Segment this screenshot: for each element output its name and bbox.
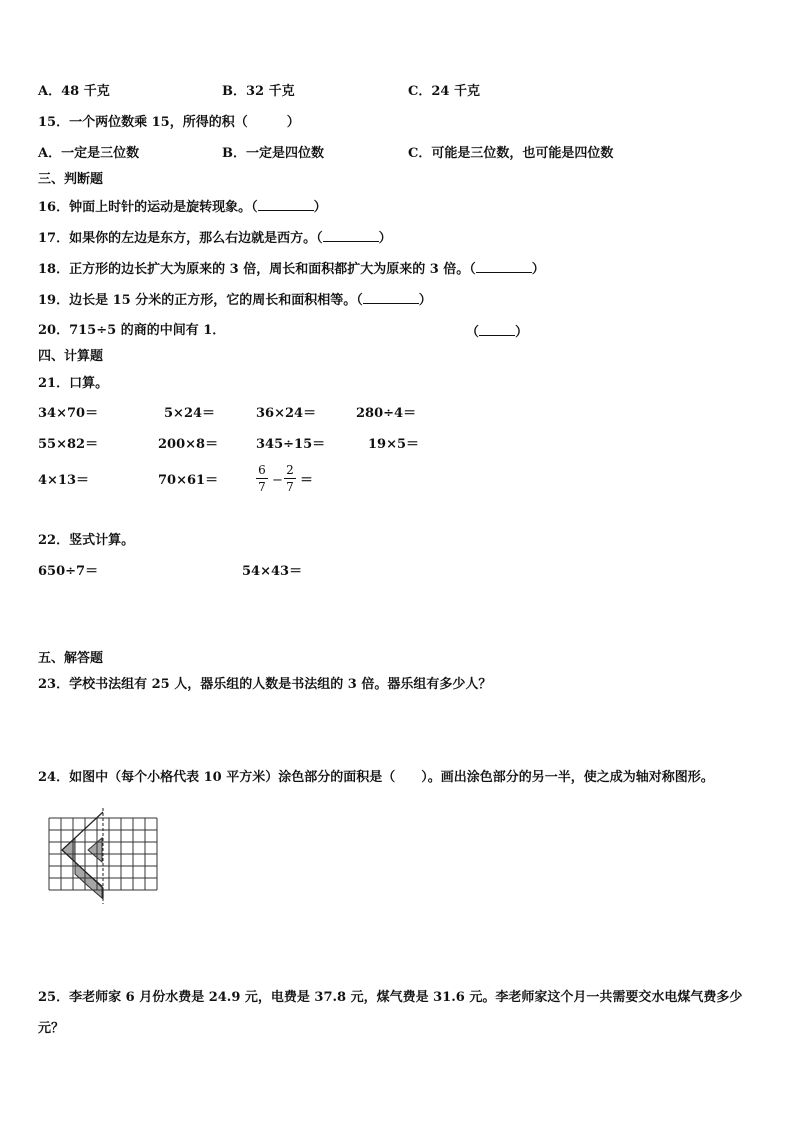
q21-item: 345÷15＝ <box>256 437 326 452</box>
q17 <box>38 229 392 247</box>
q21-title: 21．口算。 <box>38 376 109 391</box>
q23: 23．学校书法组有 25 人，器乐组的人数是书法组的 3 倍。器乐组有多少人？ <box>38 677 492 692</box>
q22-title: 22．竖式计算。 <box>38 533 135 548</box>
q21-item: 5×24＝ <box>164 406 216 421</box>
q22-item: 650÷7＝ <box>38 564 99 579</box>
q21-item: 200×8＝ <box>158 437 219 452</box>
q21-item: 34×70＝ <box>38 406 99 421</box>
section-4-heading: 四、计算题 <box>38 349 104 364</box>
q15-option-b: B．一定是四位数 <box>222 146 324 161</box>
q18 <box>38 260 545 278</box>
q19-answer-blank[interactable] <box>363 291 419 304</box>
q22-item: 54×43＝ <box>242 564 303 579</box>
q20-close: ） <box>515 325 529 340</box>
fraction-6-7 <box>256 463 268 494</box>
q16-answer-blank[interactable] <box>258 198 314 211</box>
shaded-bottom-strip <box>75 862 102 898</box>
q18-close: ） <box>531 262 545 277</box>
equals-sign: ＝ <box>300 473 314 488</box>
q14-option-b: B．32 千克 <box>222 84 295 99</box>
q25-line-2: 元？ <box>38 1021 65 1036</box>
q19-text: 19．边长是 15 分米的正方形，它的周长和面积相等。（ <box>38 293 363 308</box>
fraction-2-7 <box>284 463 296 494</box>
q20-answer-blank[interactable] <box>479 323 515 336</box>
fraction-denominator: 7 <box>258 480 266 494</box>
section-5-heading: 五、解答题 <box>38 651 104 666</box>
q15-option-c: C．可能是三位数，也可能是四位数 <box>408 146 614 161</box>
q21-item: 19×5＝ <box>368 437 420 452</box>
q24-grid-figure <box>44 808 164 908</box>
fraction-denominator: 7 <box>286 480 294 494</box>
q24: 24．如图中（每个小格代表 10 平方米）涂色部分的面积是（ ）。画出涂色部分的另一半，使之成为轴对称图形。 <box>38 770 714 785</box>
q20-answer <box>466 323 528 341</box>
q16-text: 16．钟面上时针的运动是旋转现象。（ <box>38 200 258 215</box>
q21-item: 280÷4＝ <box>356 406 417 421</box>
q19-close: ） <box>418 293 432 308</box>
q21-item: 70×61＝ <box>158 473 219 488</box>
q25-line-1: 25．李老师家 6 月份水费是 24.9 元，电费是 37.8 元，煤气费是 31.6 元。李老师家这个月一共需要交水电煤气费多少 <box>38 990 743 1005</box>
fraction-bar <box>256 478 268 479</box>
q20-text: 20．715÷5 的商的中间有 1． <box>38 323 226 338</box>
q15-stem: 15．一个两位数乘 15，所得的积（ ） <box>38 115 300 130</box>
fraction-numerator: 2 <box>286 463 294 477</box>
q21-item: 55×82＝ <box>38 437 99 452</box>
q19 <box>38 291 432 309</box>
q14-option-c: C．24 千克 <box>408 84 480 99</box>
q14-option-a: A．48 千克 <box>38 84 110 99</box>
fraction-numerator: 6 <box>258 463 266 477</box>
q16-close: ） <box>313 200 327 215</box>
q18-answer-blank[interactable] <box>476 260 532 273</box>
q17-text: 17．如果你的左边是东方，那么右边就是西方。（ <box>38 231 323 246</box>
q17-close: ） <box>378 231 392 246</box>
q15-option-a: A．一定是三位数 <box>38 146 140 161</box>
q16 <box>38 198 327 216</box>
fraction-bar <box>284 478 296 479</box>
q21-item: 4×13＝ <box>38 473 90 488</box>
minus-sign: − <box>272 473 283 488</box>
q17-answer-blank[interactable] <box>323 229 379 242</box>
q21-item: 36×24＝ <box>256 406 317 421</box>
section-3-heading: 三、判断题 <box>38 172 104 187</box>
q18-text: 18．正方形的边长扩大为原来的 3 倍，周长和面积都扩大为原来的 3 倍。（ <box>38 262 476 277</box>
q20-open: （ <box>466 325 480 340</box>
